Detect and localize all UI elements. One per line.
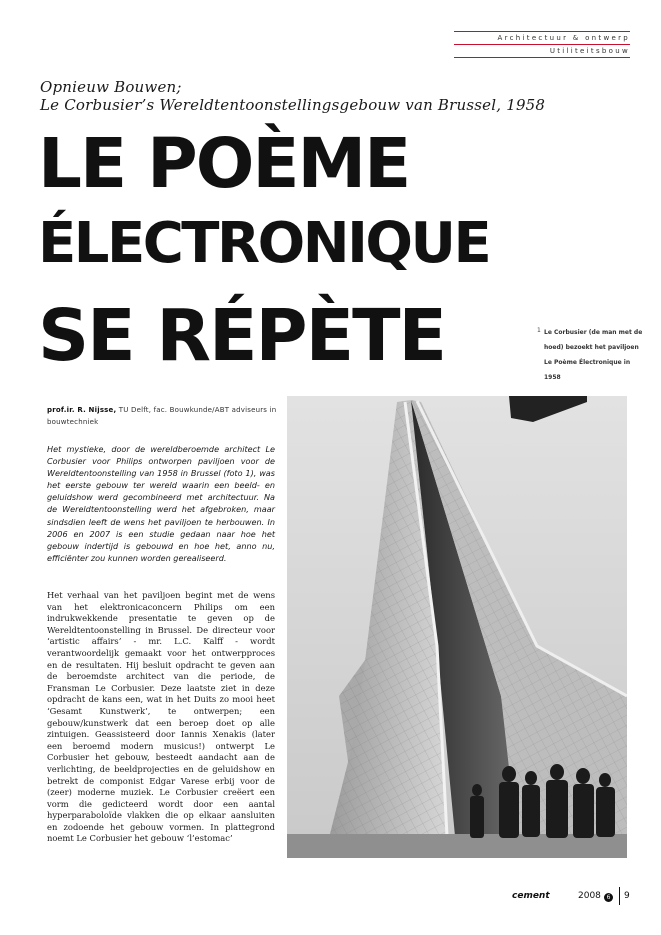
author-name: prof.ir. R. Nijsse, (47, 406, 117, 414)
title-line-2: ÉLECTRONIQUE (38, 211, 490, 276)
photo-caption: Le Corbusier (de man met de hoed) bezoekt het paviljoen Le Poème Électronique in 1958 (544, 329, 643, 381)
footer-issue-badge: 6 (604, 893, 613, 902)
footer-magazine-name: cement (512, 891, 550, 901)
page-number: 9 (624, 891, 630, 901)
header-rule-top (454, 31, 630, 32)
caption-number: 1 (537, 327, 541, 334)
section-label: Architectuur & ontwerp (497, 34, 630, 42)
body-text: Het verhaal van het paviljoen begint met de wens van het elektronicaconcern Philips om een indrukwekkende presentatie te geven op de Wereldtentoonstelling in Brussel. De directeur voor ‘artistic affairs’ - mr. L.C. Kalff - wordt verantwoordelijk gemaakt voor het ontwerpproces en de resultaten. Hij besluit opdracht te geven aan de beroemdste architect van die periode, de Fransman Le Corbusier. Deze laatste ziet in deze opdracht de kans een, wat in het Duits zo mooi heet ‘Gesamt Kunstwerk’, te ontwerpen; een gebouw/kunstwerk dat een beroep doet op alle zintuigen. Geassisteerd door Iannis Xenakis (later een beroemd modern musicus!) ontwerpt Le Corbusier het gebouw, besteedt aandacht aan de verlichting, de beeldprojecties en de geluidshow en betrekt de componist Edgar Varese erbij voor de (zeer) moderne muziek. Le Corbusier creëert een vorm die gedicteerd wordt door een aantal hyperparaboloïde vlakken die op elkaar aansluiten en zodoende het gebouw vormen. In plattegrond noemt Le Corbusier het gebouw ‘l’estomac’ (47, 590, 275, 844)
author-credit (47, 404, 277, 428)
header-rule-bottom (454, 57, 630, 58)
title-line-1: LE POÈME (38, 124, 410, 204)
title-line-3: SE RÉPÈTE (38, 294, 445, 377)
pavilion-photo (287, 396, 627, 858)
footer-divider (619, 887, 620, 905)
header-rule-middle (454, 44, 630, 45)
intro-paragraph: Het mystieke, door de wereldberoemde architect Le Corbusier voor Philips ontworpen paviljoen voor de Wereldtentoonstelling van 1958 in Brussel (foto 1), was het eerste gebouw ter wereld waarin een beeld- en geluidshow werd gecombineerd met architectuur. Na de Wereldtentoonstelling werd het afgebroken, maar sindsdien leeft de wens het paviljoen te herbouwen. In 2006 en 2007 is een studie gedaan naar hoe het gebouw indertijd is gebouwd en hoe het, anno nu, efficiënter zou kunnen worden gerealiseerd. (47, 444, 275, 563)
subsection-label: Utiliteitsbouw (549, 47, 630, 55)
author-affiliation: TU Delft, fac. Bouwkunde/ABT adviseurs in bouwtechniek (47, 406, 277, 426)
subtitle-line-1: Opnieuw Bouwen; (40, 78, 182, 96)
footer-year: 2008 (578, 891, 601, 901)
subtitle-line-2: Le Corbusier’s Wereldtentoonstellingsgebouw van Brussel, 1958 (40, 96, 546, 114)
